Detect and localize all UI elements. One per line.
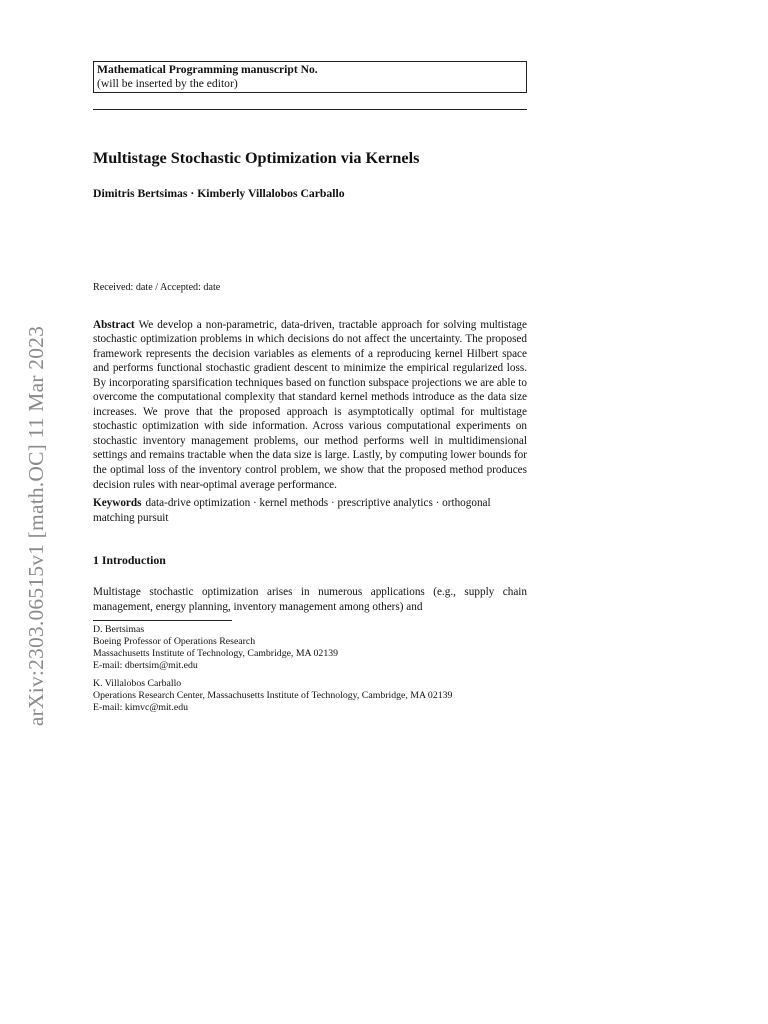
- intro-paragraph: Multistage stochastic optimization arises in numerous applications (e.g., supply chain management, energy planning, inventory management among others) and: [93, 586, 527, 613]
- abstract-text: We develop a non-parametric, data-driven, tractable approach for solving multistage stochastic optimization problems in which decisions do not affect the uncertainty. The proposed framework represents the decision variables as elements of a reproducing kernel Hilbert space and performs functional stochastic gradient descent to minimize the empirical regularized loss. By incorporating sparsification techniques based on function subspace projections we are able to overcome the computational complexity that standard kernel methods introduce as the data size increases. We prove that the proposed approach is asymptotically optimal for multistage stochastic optimization with side information. Across various computational experiments on stochastic inventory management problems, our method performs well in multidimensional settings and remains tractable when the data size is large. Lastly, by computing lower bounds for the optimal loss of the inventory control problem, we show that the proposed method produces decision rules with near-optimal average performance.: [93, 318, 527, 491]
- manuscript-line-1: Mathematical Programming manuscript No.: [97, 63, 318, 76]
- footnote-1-affiliation: Massachusetts Institute of Technology, Cambridge, MA 02139: [93, 648, 339, 660]
- footnote-rule: [93, 620, 232, 621]
- footnote-author-2: [93, 678, 527, 714]
- section-heading: 1 Introduction: [93, 553, 166, 568]
- footnote-1-role: Boeing Professor of Operations Research: [93, 636, 256, 648]
- arxiv-id: arXiv:2303.06515v1 [math.OC] 11 Mar 2023: [24, 325, 48, 727]
- footnote-2-affiliation: Operations Research Center, Massachusetts Institute of Technology, Cambridge, MA 02139: [93, 689, 453, 701]
- footnote-2-email: E-mail: kimvc@mit.edu: [93, 701, 188, 713]
- footnote-author-1: [93, 624, 527, 672]
- keywords-text: data-drive optimization · kernel methods · prescriptive analytics · orthogonal matching pursuit: [93, 497, 491, 524]
- arxiv-side-stamp: [22, 296, 50, 756]
- keywords: [93, 496, 527, 525]
- paper-page: [93, 61, 527, 714]
- paper-authors: Dimitris Bertsimas · Kimberly Villalobos Carballo: [93, 187, 345, 200]
- manuscript-box: [93, 61, 527, 93]
- paper-title: Multistage Stochastic Optimization via Kernels: [93, 149, 420, 167]
- received-line: Received: date / Accepted: date: [93, 281, 221, 293]
- footnote-1-email: E-mail: dbertsim@mit.edu: [93, 659, 198, 671]
- footnote-2-name: K. Villalobos Carballo: [93, 677, 182, 689]
- header-rule: [93, 109, 527, 110]
- abstract: [93, 318, 527, 493]
- keywords-label: Keywords: [93, 497, 142, 510]
- footnote-1-name: D. Bertsimas: [93, 624, 145, 636]
- abstract-label: Abstract: [93, 318, 135, 331]
- manuscript-line-2: (will be inserted by the editor): [97, 77, 238, 90]
